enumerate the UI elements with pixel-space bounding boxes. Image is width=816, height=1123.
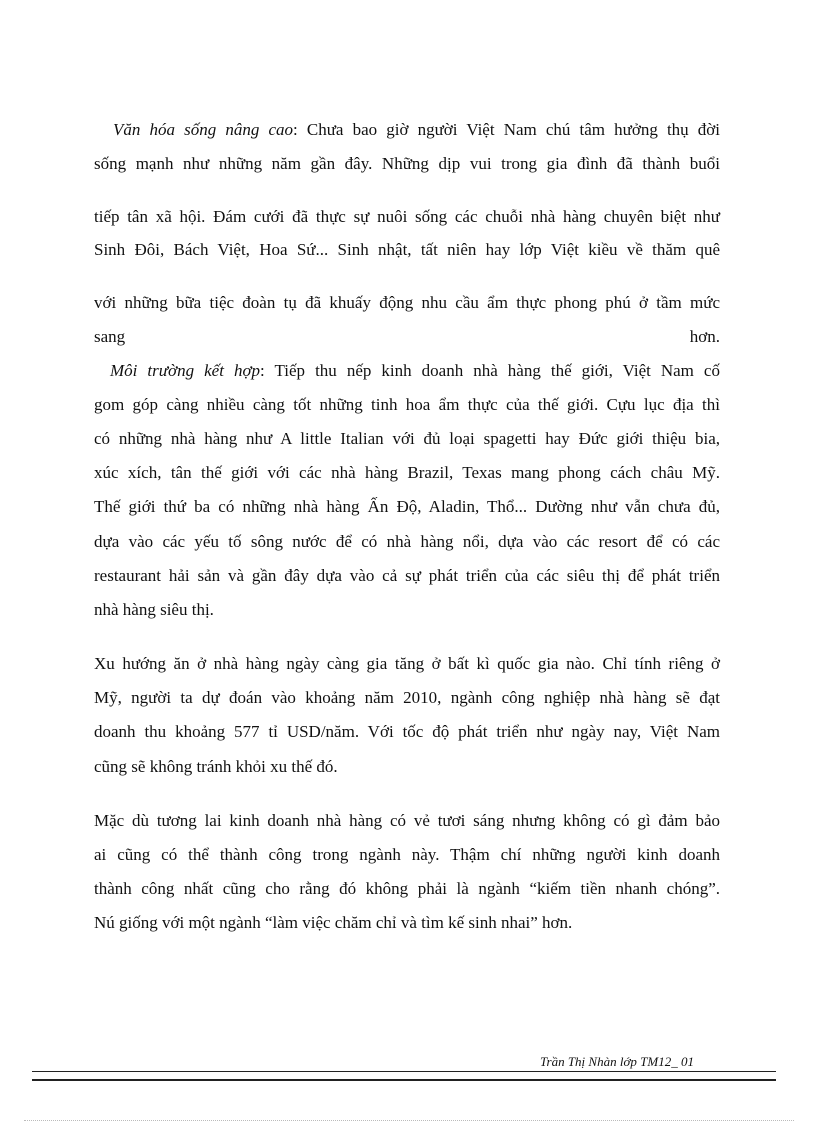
paragraph-2-line-4: xúc xích, tân thế giới với các nhà hàng Brazil, Texas mang phong cách châu Mỹ. [94, 463, 720, 482]
paragraph-3-line-1: Xu hướng ăn ở nhà hàng ngày càng gia tăng ở bất kì quốc gia nào. Chỉ tính riêng ở [94, 654, 720, 673]
paragraph-2-line-5: Thế giới thứ ba có những nhà hàng Ấn Độ, Aladin, Thổ... Dường như vẫn chưa đủ, [94, 497, 720, 516]
paragraph-2-line-8: nhà hàng siêu thị. [94, 600, 214, 619]
paragraph-1-line-6: sang hơn. [94, 327, 720, 346]
paragraph-4-line-4: Nú giống với một ngành “làm việc chăm chỉ và tìm kế sinh nhai” hơn. [94, 913, 573, 932]
page-edge-dots [24, 1120, 794, 1121]
footer-rule-top [32, 1071, 776, 1072]
footer-author: Trần Thị Nhàn lớp TM12_ 01 [540, 1054, 694, 1069]
lead-phrase: Văn hóa sống nâng cao [113, 120, 294, 139]
paragraph-2-line-1: Môi trường kết hợp: Tiếp thu nếp kinh doanh nhà hàng thế giới, Việt Nam cố [110, 361, 720, 380]
paragraph-4-line-1: Mặc dù tương lai kinh doanh nhà hàng có vẻ tươi sáng nhưng không có gì đảm bảo [94, 811, 720, 830]
paragraph-1-line-4: Sinh Đôi, Bách Việt, Hoa Sứ... Sinh nhật, tất niên hay lớp Việt kiều về thăm quê [94, 240, 720, 259]
paragraph-4-line-3: thành công nhất cũng cho rằng đó không phải là ngành “kiếm tiền nhanh chóng”. [94, 879, 720, 898]
paragraph-1-line-5: với những bữa tiệc đoàn tụ đã khuấy động nhu cầu ẩm thực phong phú ở tầm mức [94, 293, 720, 312]
paragraph-1-line-2: sống mạnh như những năm gần đây. Những dịp vui trong gia đình đã thành buổi [94, 154, 720, 173]
paragraph-3-line-3: doanh thu khoảng 577 tỉ USD/năm. Với tốc độ phát triển như ngày nay, Việt Nam [94, 722, 720, 741]
paragraph-4-line-2: ai cũng có thể thành công trong ngành này. Thậm chí những người kinh doanh [94, 845, 720, 864]
paragraph-2-line-7: restaurant hải sản và gần đây dựa vào cả sự phát triển của các siêu thị để phát triển [94, 566, 720, 585]
paragraph-3-line-2: Mỹ, người ta dự đoán vào khoảng năm 2010, ngành công nghiệp nhà hàng sẽ đạt [94, 688, 720, 707]
paragraph-1-line-1: Văn hóa sống nâng cao: Chưa bao giờ người Việt Nam chú tâm hưởng thụ đời [113, 120, 721, 139]
paragraph-2-line-6: dựa vào các yếu tố sông nước để có nhà hàng nổi, dựa vào các resort để có các [94, 532, 720, 551]
paragraph-1-line-3: tiếp tân xã hội. Đám cưới đã thực sự nuôi sống các chuỗi nhà hàng chuyên biệt như [94, 207, 720, 226]
footer-rule-bottom [32, 1079, 776, 1081]
paragraph-2-line-3: có những nhà hàng như A little Italian với đủ loại spagetti hay Đức giới thiệu bia, [94, 429, 720, 448]
lead-phrase: Môi trường kết hợp [110, 361, 261, 380]
paragraph-3-line-4: cũng sẽ không tránh khỏi xu thế đó. [94, 757, 338, 776]
paragraph-2-line-2: gom góp càng nhiều càng tốt những tinh hoa ẩm thực của thế giới. Cựu lục địa thì [94, 395, 720, 414]
